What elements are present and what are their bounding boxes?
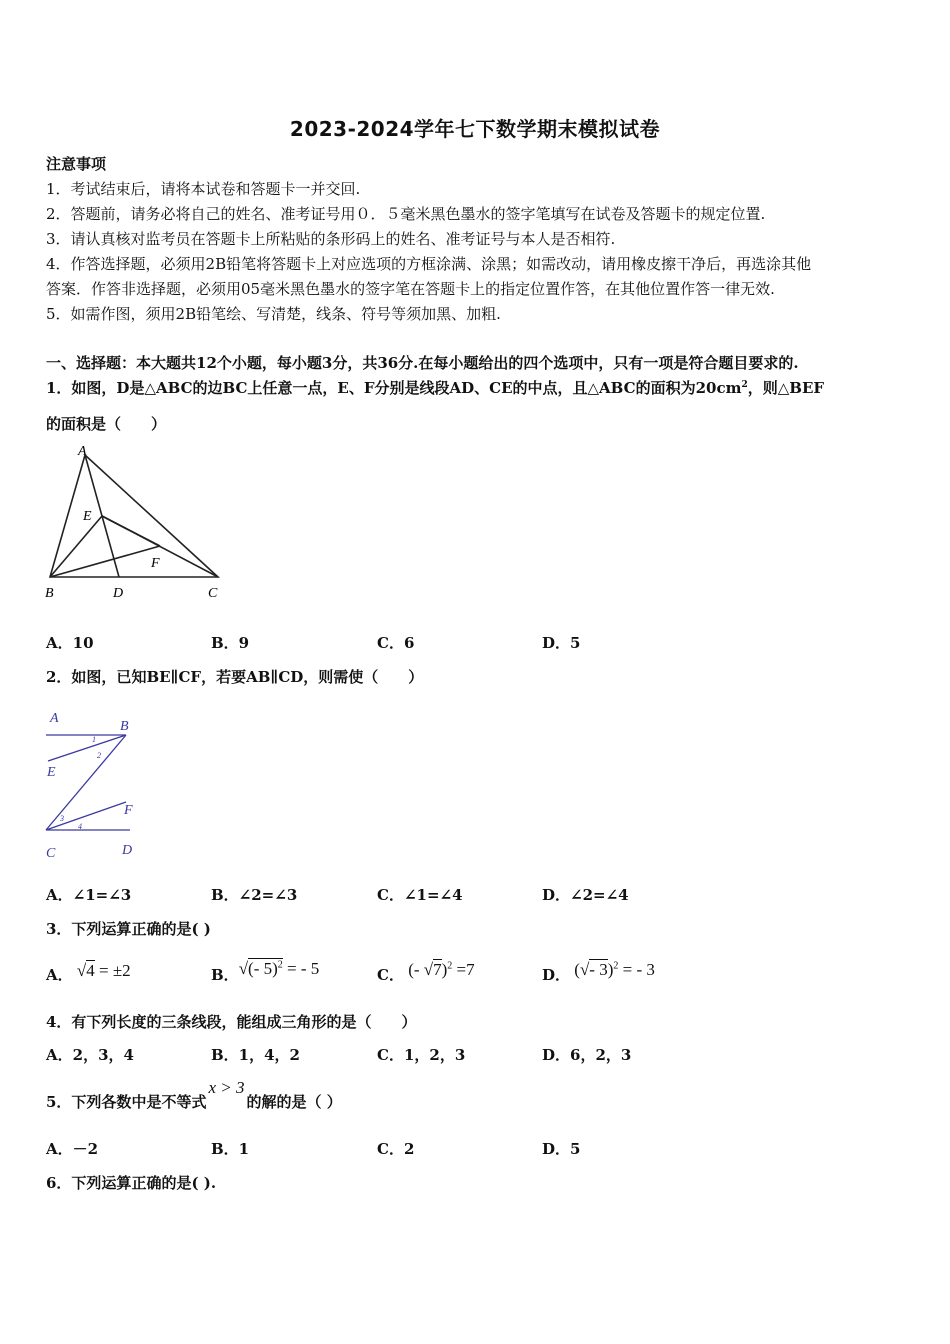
q2-option-d: D．∠2=∠4 xyxy=(542,886,629,904)
question-1-line2: 的面积是（ ） xyxy=(46,415,167,433)
inequality: x > 3 xyxy=(208,1078,245,1097)
q5-option-c: C．2 xyxy=(377,1140,415,1158)
label-d: D xyxy=(113,586,124,601)
q5-option-b: B．1 xyxy=(211,1140,250,1158)
label-e: E xyxy=(83,509,92,524)
q3-option-a: A． √4 = ±2 xyxy=(46,961,131,984)
angle-label-2: 2 xyxy=(97,751,101,760)
page-title: 2023-2024学年七下数学期末模拟试卷 xyxy=(289,117,661,141)
label-b: B xyxy=(120,719,129,734)
q4-option-d: D．6，2，3 xyxy=(542,1046,632,1064)
q1-option-d: D．5 xyxy=(542,634,581,652)
notes-heading: 注意事项 xyxy=(46,155,107,173)
note-item: 4．作答选择题，必须用2B铅笔将答题卡上对应选项的方框涂满、涂黑；如需改动，请用橡皮擦干净后，再选涂其他 xyxy=(46,255,812,273)
q3-option-d: D． (√- 3)$^2$ = - 3 xyxy=(542,960,655,984)
q5-option-a: A．－2 xyxy=(46,1140,99,1158)
q4-option-a: A．2，3，4 xyxy=(46,1046,134,1064)
q3-option-c: C． (- √7)$^2$ =7 xyxy=(377,960,475,984)
label-b: B xyxy=(45,586,54,601)
q4-option-c: C．1，2，3 xyxy=(377,1046,466,1064)
question-5: 5．下列各数中是不等式x > 3的解的是（ ） xyxy=(46,1078,342,1111)
label-c: C xyxy=(208,586,218,601)
label-a: A xyxy=(78,444,87,459)
triangle-figure xyxy=(40,440,240,610)
label-f: F xyxy=(151,556,160,571)
question-6: 6．下列运算正确的是( ). xyxy=(46,1174,217,1192)
q2-option-c: C．∠1=∠4 xyxy=(377,886,463,904)
question-3: 3．下列运算正确的是( ) xyxy=(46,920,211,938)
note-item: 1．考试结束后，请将本试卷和答题卡一并交回. xyxy=(46,180,361,198)
label-f: F xyxy=(124,803,133,818)
label-d: D xyxy=(122,843,133,858)
angle-label-4: 4 xyxy=(78,822,82,831)
label-a: A xyxy=(50,711,59,726)
angle-label-3: 3 xyxy=(60,814,64,823)
note-item: 5．如需作图，须用2B铅笔绘、写清楚，线条、符号等须加黑、加粗. xyxy=(46,305,501,323)
note-item: 答案．作答非选择题，必须用05毫米黑色墨水的签字笔在答题卡上的指定位置作答，在其他位置作答一律无效. xyxy=(46,280,775,298)
q2-option-a: A．∠1=∠3 xyxy=(46,886,132,904)
q1-option-c: C．6 xyxy=(377,634,415,652)
q4-option-b: B．1，4，2 xyxy=(211,1046,300,1064)
question-1-line1: 1．如图，D是△ABC的边BC上任意一点，E、F分别是线段AD、CE的中点，且△ABC的面积为$20cm^2$，则△BEF xyxy=(46,379,825,397)
parallel-lines-figure xyxy=(40,703,150,868)
question-2: 2．如图，已知BE∥CF，若要AB∥CD，则需使（ ） xyxy=(46,668,424,686)
label-e: E xyxy=(47,765,56,780)
q1-option-b: B．9 xyxy=(211,634,250,652)
q1-option-a: A．10 xyxy=(46,634,94,652)
question-4: 4．有下列长度的三条线段，能组成三角形的是（ ） xyxy=(46,1013,417,1031)
note-item: 2．答题前，请务必将自己的姓名、准考证号用０．５毫米黑色墨水的签字笔填写在试卷及答题卡的规定位置. xyxy=(46,205,766,223)
label-c: C xyxy=(46,846,56,861)
angle-label-1: 1 xyxy=(92,735,96,744)
q3-option-b: B．√(- 5)$^2$ = - 5 xyxy=(211,959,320,984)
note-item: 3．请认真核对监考员在答题卡上所粘贴的条形码上的姓名、准考证号与本人是否相符. xyxy=(46,230,616,248)
q5-option-d: D．5 xyxy=(542,1140,581,1158)
section-heading: 一、选择题：本大题共12个小题，每小题3分，共36分.在每小题给出的四个选项中，只有一项是符合题目要求的. xyxy=(46,354,799,372)
q2-option-b: B．∠2=∠3 xyxy=(211,886,298,904)
